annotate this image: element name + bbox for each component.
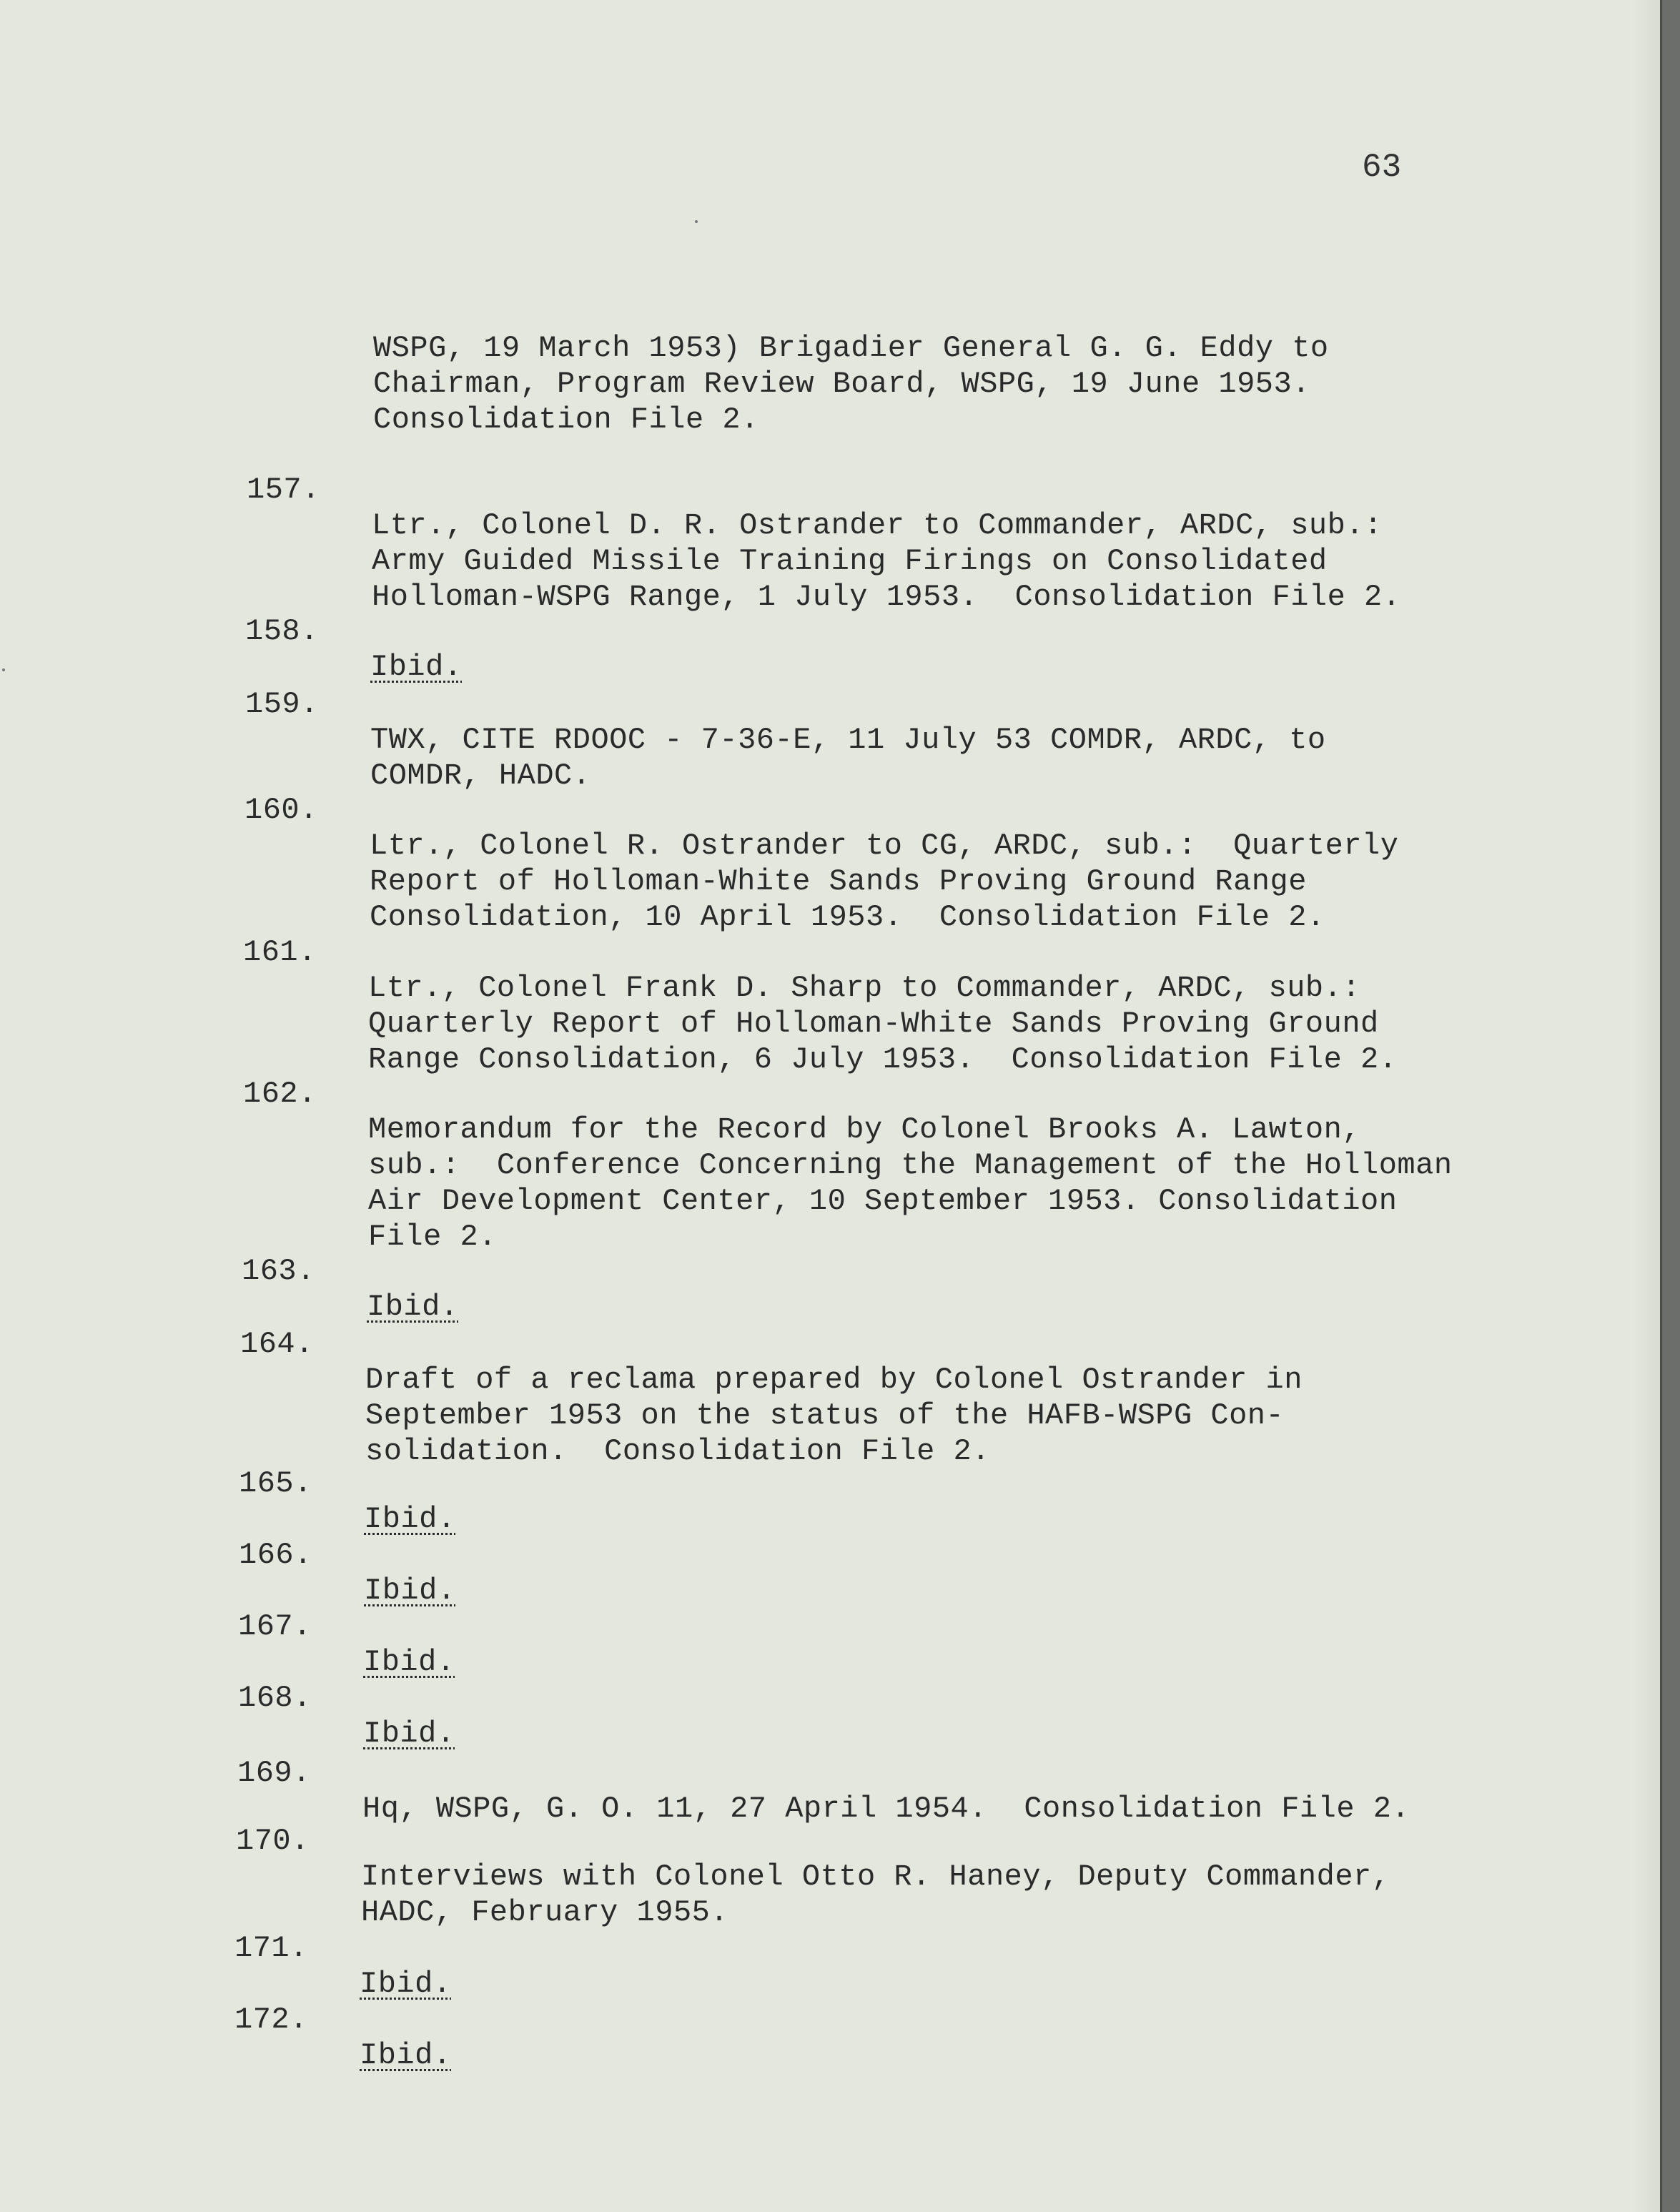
endnote-text: Draft of a reclama prepared by Colonel Ostrander in September 1953 on the status of the HAFB-WSPG Con- solidation. Consolidation File 2. — [365, 1363, 1303, 1468]
endnote-161 — [243, 863, 1398, 1077]
endnote-text: Ibid. — [360, 2038, 452, 2073]
endnote-text: Ibid. — [364, 1574, 456, 1608]
paper-speck — [2, 668, 5, 671]
endnote-number: 157. — [247, 473, 320, 507]
endnote-157 — [247, 400, 1401, 614]
page-edge-shadow — [1631, 0, 1660, 2212]
endnote-number: 171. — [234, 1931, 308, 1965]
endnote-number: 167. — [238, 1609, 312, 1644]
endnote-text: Ltr., Colonel D. R. Ostrander to Commander, ARDC, sub.: Army Guided Missile Training Firings on Consolidated Holloman-WSPG Range, 1 July 1953. Consolidation File 2. — [372, 508, 1401, 614]
endnote-text: Ibid. — [363, 1717, 455, 1751]
endnote-number: 158. — [245, 614, 319, 648]
endnote-number: 166. — [239, 1538, 312, 1572]
endnote-number: 169. — [237, 1756, 311, 1790]
endnote-number: 168. — [238, 1681, 312, 1715]
endnote-number: 162. — [243, 1077, 317, 1111]
endnote-160 — [244, 721, 1399, 934]
endnote-text: TWX, CITE RDOOC - 7-36-E, 11 July 53 COMDR, ARDC, to COMDR, HADC. — [370, 723, 1326, 793]
endnote-172 — [234, 1930, 1321, 2073]
endnote-text: Ltr., Colonel Frank D. Sharp to Commander, ARDC, sub.: Quarterly Report of Holloman-White Sands Proving Ground Range Consolidation, 6 July 1953. Consolidation File 2. — [368, 971, 1398, 1077]
endnote-number: 172. — [234, 2003, 308, 2037]
endnote-number: 165. — [239, 1466, 312, 1501]
page-number: 63 — [1362, 149, 1402, 186]
endnote-text: Ibid. — [360, 1967, 452, 2001]
continued-note — [373, 259, 1460, 437]
endnote-text: Ibid. — [367, 1290, 459, 1324]
endnote-number: 163. — [242, 1254, 315, 1288]
endnote-number: 159. — [245, 687, 319, 721]
endnote-text: Ltr., Colonel R. Ostrander to CG, ARDC, sub.: Quarterly Report of Holloman-White Sands Proving Ground Range Consolidation, 10 April 1953. Consolidation File 2. — [370, 829, 1399, 934]
endnote-text: Ibid. — [363, 1645, 455, 1679]
endnote-number: 170. — [236, 1824, 310, 1858]
endnote-text: Ibid. — [364, 1502, 456, 1536]
endnote-text: Hq, WSPG, G. O. 11, 27 April 1954. Consolidation File 2. — [362, 1792, 1410, 1826]
endnote-text: Interviews with Colonel Otto R. Haney, Deputy Commander, HADC, February 1955. — [361, 1860, 1390, 1930]
endnote-number: 160. — [244, 793, 318, 827]
endnote-number: 164. — [240, 1327, 314, 1361]
continued-note-text: WSPG, 19 March 1953) Brigadier General G. G. Eddy to Chairman, Program Review Board, WSPG, 19 June 1953. Consolidation File 2. — [373, 331, 1329, 437]
endnote-162 — [243, 1004, 1453, 1254]
paper-speck — [695, 220, 698, 223]
endnote-text: Ibid. — [370, 650, 463, 684]
endnote-text: Memorandum for the Record by Colonel Brooks A. Lawton, sub.: Conference Concerning the Management of the Holloman Air Development Center, 10 September 1953. Consolidation File 2. — [368, 1112, 1453, 1254]
endnote-number: 161. — [243, 935, 317, 969]
endnote-164 — [240, 1255, 1327, 1468]
